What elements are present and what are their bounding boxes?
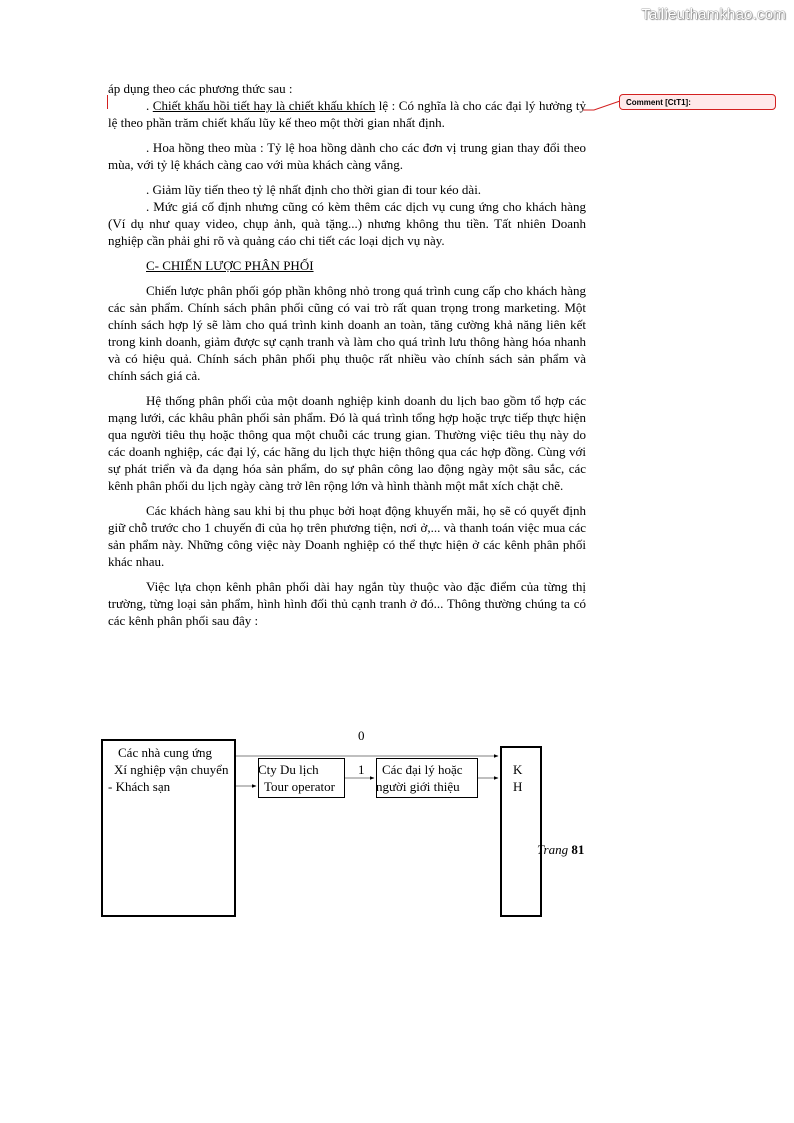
channel-label-1: 1 [358, 762, 365, 777]
page-number-value: 81 [571, 842, 585, 857]
supplier-label-2: Xí nghiệp vận chuyển [114, 762, 229, 777]
page-label: Trang [537, 842, 569, 857]
agent-label-1: Các đại lý hoặc [382, 762, 463, 777]
customer-label-1: K [513, 762, 523, 777]
intro-line: áp dụng theo các phương thức sau : [108, 81, 293, 96]
page-number [537, 842, 584, 858]
paragraph-1: Chiến lược phân phối góp phần không nhỏ trong quá trình cung cấp cho khách hàng các sản phẩm. Chính sách phân phối cũng có vai trò rất quan trọng trong marketing. Một chính sách hợp lý sẽ làm cho quá trình kinh doanh an toàn, tăng cường khả năng liên kết trong kinh doanh, giảm được sự cạnh tranh và làm cho quá trình lưu thông hàng hóa nhanh và có hiệu quả. Chính sách phân phối phụ thuộc rất nhiều vào chính sách sản phẩm và chính sách giá cả. [108, 283, 586, 383]
document-body [108, 80, 586, 637]
paragraph-4: Việc lựa chọn kênh phân phối dài hay ngắn tùy thuộc vào đặc điểm của từng thị trường, từng loại sản phẩm, hình hình đối thủ cạnh tranh ở đó... Thông thường chúng ta có các kênh phân phối sau đây : [108, 579, 586, 628]
bullet-giam-luy-tien: . Giảm lũy tiến theo tỷ lệ nhất định cho thời gian đi tour kéo dài. [146, 182, 482, 197]
tour-label-1: Cty Du lịch [258, 762, 319, 777]
underlined-phrase: Chiết khấu hồi tiết hay là chiết khấu khích [152, 98, 376, 113]
agent-label-2: người giới thiệu [376, 779, 460, 794]
watermark: Tailieuthamkhao.com [641, 6, 786, 23]
bullet-chiet-khau [108, 97, 586, 131]
paragraph-2: Hệ thống phân phối của một doanh nghiệp kinh doanh du lịch bao gồm tổ hợp các mạng lưới, các khâu phân phối sản phẩm. Đó là quá trình tổng hợp hoặc trực tiếp thực hiện qua người tiêu thụ hoặc thông qua một chuỗi các trung gian. Thường việc tiêu thụ này do các doanh nghiệp, các đại lý, các hãng du lịch thực hiện thông qua các hợp đồng. Cùng với sự phát triển và đa dạng hóa sản phẩm, do sự phân công lao động ngày một sâu sắc, các kênh phân phối du lịch ngày càng trở lên rộng lớn và hình thành một mắt xích chặt chẽ. [108, 393, 586, 493]
bullet-rest: lệ : Có nghĩa là cho các đại lý hưởng tỷ lệ theo phần trăm chiết khấu lũy kế theo một thời gian nhất định. [108, 98, 586, 130]
bullet-muc-gia: . Mức giá cố định nhưng cũng có kèm thêm các dịch vụ cung ứng cho khách hàng (Ví dụ như quay video, chụp ảnh, quà tặng...) nhưng không thu tiền. Tất nhiên Doanh nghiệp cần phải ghi rõ và quảng cáo chi tiết các loại dịch vụ này. [108, 199, 586, 248]
supplier-label-3: - Khách sạn [108, 779, 171, 794]
section-heading: C- CHIẾN LƯỢC PHÂN PHỐI [146, 258, 314, 273]
supplier-label-1: Các nhà cung ứng [118, 745, 213, 760]
tour-label-2: Tour operator [264, 779, 335, 794]
bullet-prefix: . [146, 98, 153, 113]
paragraph-3: Các khách hàng sau khi bị thu phục bởi hoạt động khuyến mãi, họ sẽ có quyết định giữ chỗ trước cho 1 chuyến đi của họ trên phương tiện, nơi ở,... và thanh toán việc mua các sản phẩm này. Những công việc này Doanh nghiệp có thể thực hiện ở các kênh phân phối khác nhau. [108, 503, 586, 569]
bullet-hoa-hong: . Hoa hồng theo mùa : Tỷ lệ hoa hồng dành cho các đơn vị trung gian thay đổi theo mùa, với tỷ lệ khách càng cao với mùa khách càng vắng. [108, 140, 586, 172]
customer-label-2: H [513, 779, 523, 794]
comment-balloon[interactable]: Comment [CtT1]: [619, 94, 776, 110]
channel-label-0: 0 [358, 728, 365, 743]
